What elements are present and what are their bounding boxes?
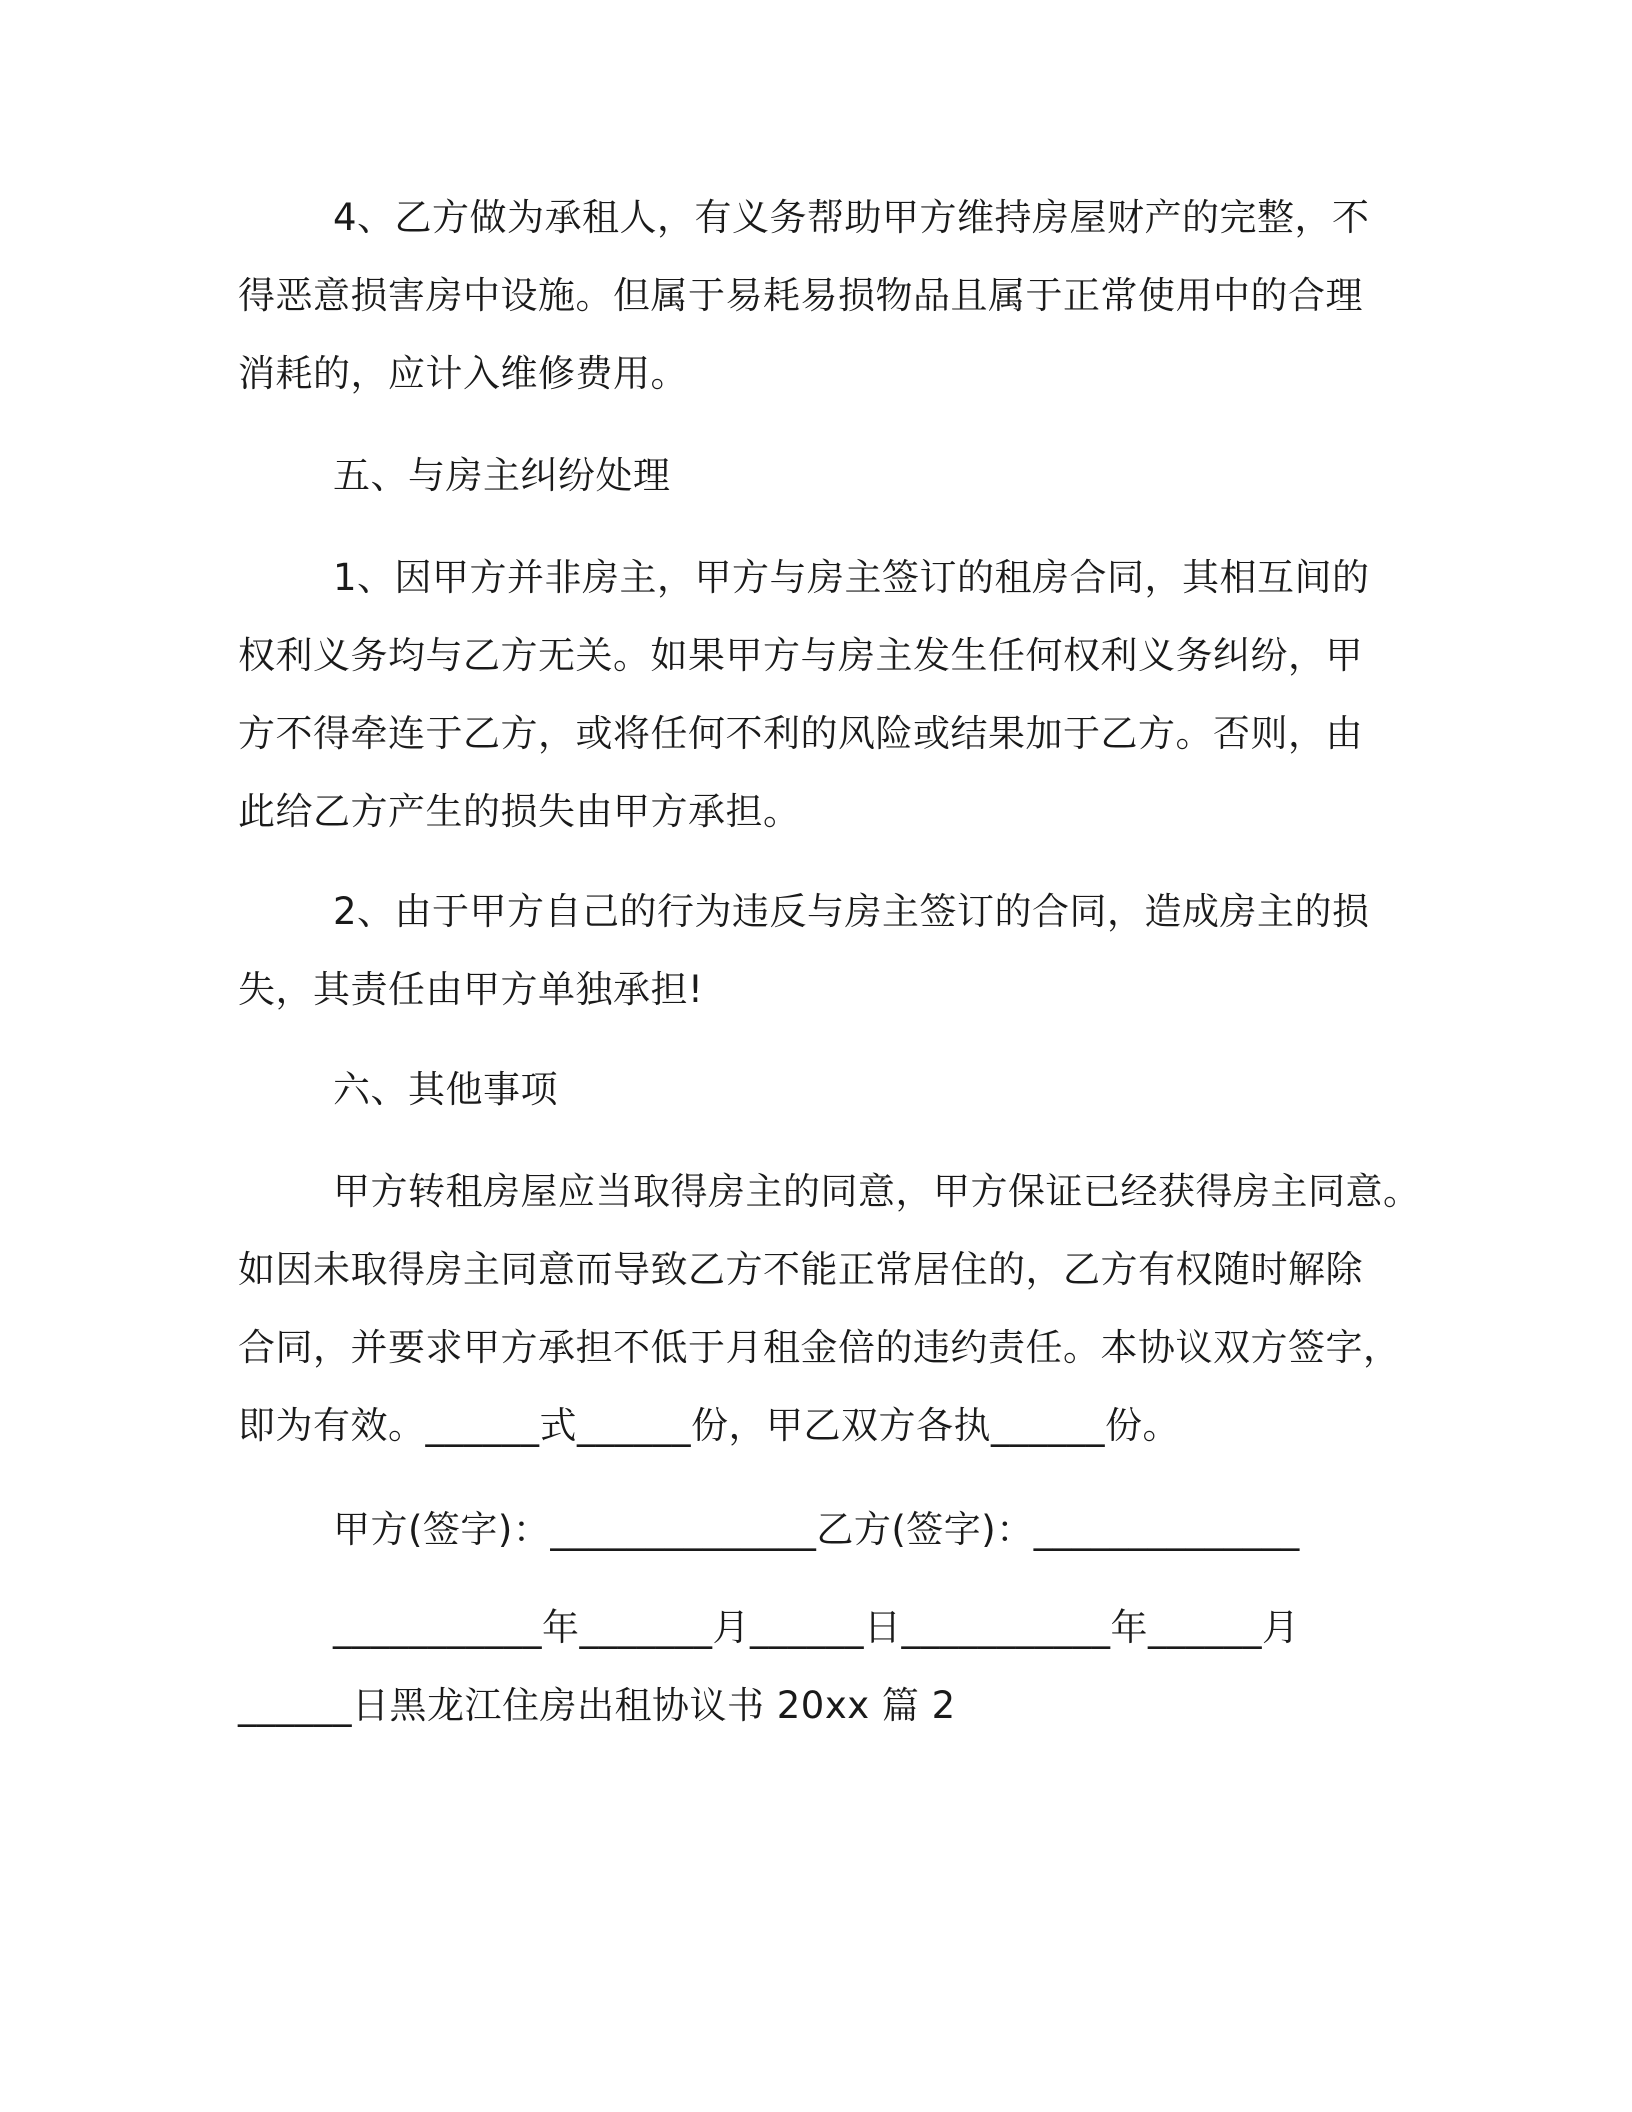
para-5-2-line-1: 2、由于甲方自己的行为违反与房主签订的合同，造成房主的损: [333, 890, 1370, 933]
para-5-1-line-4: 此给乙方产生的损失由甲方承担。: [238, 790, 801, 833]
para-6-line-4: 即为有效。______式______份，甲乙双方各执______份。: [238, 1404, 1180, 1447]
para-5-2-line-2: 失，其责任由甲方单独承担!: [238, 968, 704, 1011]
para-4-line-3: 消耗的，应计入维修费用。: [238, 352, 688, 395]
para-4-line-1: 4、乙方做为承租人，有义务帮助甲方维持房屋财产的完整，不: [333, 196, 1370, 239]
signature-line: 甲方(签字)：______________乙方(签字)：______________: [333, 1508, 1300, 1551]
para-6-line-1: 甲方转租房屋应当取得房主的同意，甲方保证已经获得房主同意。: [333, 1170, 1421, 1213]
para-6-line-3: 合同，并要求甲方承担不低于月租金倍的违约责任。本协议双方签字，: [238, 1326, 1401, 1369]
para-5-1-line-2: 权利义务均与乙方无关。如果甲方与房主发生任何权利义务纠纷，甲: [238, 634, 1363, 677]
para-5-1-line-1: 1、因甲方并非房主，甲方与房主签订的租房合同，其相互间的: [333, 556, 1370, 599]
date-line-2-and-next-title: ______日黑龙江住房出租协议书 20xx 篇 2: [238, 1684, 956, 1727]
para-4-line-2: 得恶意损害房中设施。但属于易耗易损物品且属于正常使用中的合理: [238, 274, 1363, 317]
para-5-1-line-3: 方不得牵连于乙方，或将任何不利的风险或结果加于乙方。否则，由: [238, 712, 1363, 755]
section-6-heading: 六、其他事项: [333, 1068, 558, 1111]
para-6-line-2: 如因未取得房主同意而导致乙方不能正常居住的，乙方有权随时解除: [238, 1248, 1363, 1291]
date-line-1: ___________年_______月______日___________年______月: [333, 1606, 1300, 1649]
section-5-heading: 五、与房主纠纷处理: [333, 454, 671, 497]
